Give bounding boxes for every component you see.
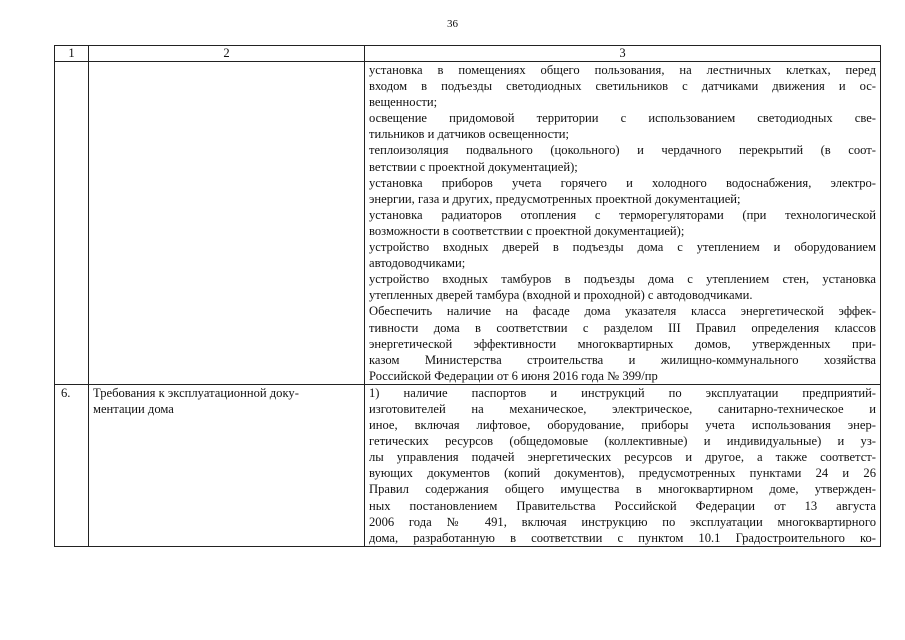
- page-number: 36: [447, 18, 458, 30]
- content-line: ных постановлением Правительства Российской Федерации от 13 августа: [369, 498, 876, 513]
- requirements-table: [54, 45, 881, 547]
- content-line: энергии, газа и других, предусмотренных проектной документацией;: [369, 191, 741, 206]
- header-col-3: 3: [365, 46, 881, 62]
- content-line: вующих документов (копий документов), предусмотренных пунктами 24 и 26: [369, 466, 876, 481]
- content-line: тивности дома в соответствии с разделом III Правил определения классов: [369, 320, 876, 335]
- content-line: иное, включая лифтовое, оборудование, приборы учета использования энер-: [369, 418, 876, 433]
- content-line: теплоизоляция подвального (цокольного) и чердачного перекрытий (в соот-: [369, 143, 876, 158]
- table-header-row: [55, 46, 881, 62]
- content-line: утепленных дверей тамбура (входной и проходной) с автодоводчиками.: [369, 288, 753, 303]
- content-line: установка приборов учета горячего и холодного водоснабжения, электро-: [369, 175, 876, 190]
- row-title-cell: [89, 62, 365, 385]
- row-content-cell: [365, 384, 881, 546]
- content-line: казом Министерства строительства и жилищно-коммунального хозяйства: [369, 352, 876, 367]
- table-row-6: [55, 384, 881, 546]
- content-line: ветствии с проектной документацией);: [369, 159, 578, 174]
- content-line: устройство входных тамбуров в подъезды дома с утеплением стен, установка: [369, 272, 876, 287]
- content-line: 1) наличие паспортов и инструкций по эксплуатации предприятий-: [369, 385, 876, 400]
- title-line: ментации дома: [93, 401, 174, 416]
- content-line: Обеспечить наличие на фасаде дома указателя класса энергетической эффек-: [369, 304, 876, 319]
- content-line: тильников и датчиков освещенности;: [369, 127, 569, 142]
- content-line: вещенности;: [369, 95, 438, 110]
- content-line: установка радиаторов отопления с терморегуляторами (при технологической: [369, 207, 876, 222]
- header-col-2: 2: [89, 46, 365, 62]
- content-line: устройство входных дверей в подъезды дома с утеплением и оборудованием: [369, 240, 876, 255]
- content-line: энергетической эффективности многоквартирных домов, утвержденных при-: [369, 336, 876, 351]
- content-line: автодоводчиками;: [369, 256, 466, 271]
- content-line: возможности в соответствии с проектной документацией);: [369, 223, 685, 238]
- content-line: Правил содержания общего имущества в многоквартирном доме, утвержден-: [369, 482, 876, 497]
- content-line: 2006 года № 491, включая инструкцию по эксплуатации многоквартирного: [369, 514, 876, 529]
- row-content-cell: [365, 62, 881, 385]
- row-number-cell: 6.: [55, 384, 89, 546]
- table-row-continued: [55, 62, 881, 385]
- content-line: установка в помещениях общего пользования, на лестничных клетках, перед: [369, 63, 876, 77]
- row-number-cell: [55, 62, 89, 385]
- content-line: лы управления подачей энергетических ресурсов и другое, а также соответст-: [369, 450, 876, 465]
- content-line: Российской Федерации от 6 июня 2016 года № 399/пр: [369, 368, 658, 383]
- title-line: Требования к эксплуатационной доку-: [93, 385, 299, 400]
- content-line: дома, разработанную в соответствии с пунктом 10.1 Градостроительного ко-: [369, 530, 876, 545]
- content-line: входом в подъезды светодиодных светильников с датчиками движения и ос-: [369, 79, 876, 94]
- row-title-cell: [89, 384, 365, 546]
- content-line: освещение придомовой территории с использованием светодиодных све-: [369, 111, 876, 126]
- content-line: гетических ресурсов (общедомовые (коллективные) и индивидуальные) и уз-: [369, 434, 876, 449]
- content-line: изготовителей на механическое, электрическое, санитарно-техническое и: [369, 401, 876, 416]
- header-col-1: 1: [55, 46, 89, 62]
